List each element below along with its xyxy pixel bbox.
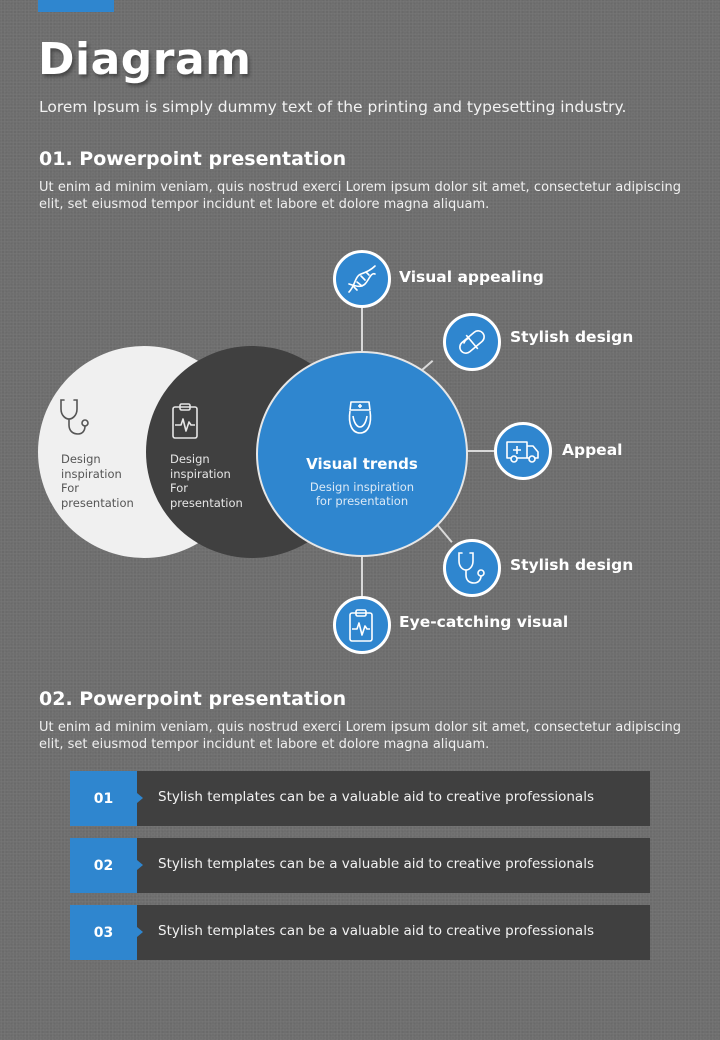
node-eye-catching-visual xyxy=(333,596,391,654)
pill-icon xyxy=(455,325,489,359)
node-stylish-design-1 xyxy=(443,313,501,371)
node-appeal xyxy=(494,422,552,480)
node-label-stylish-design-1: Stylish design xyxy=(510,328,634,346)
ambulance-icon xyxy=(505,434,541,468)
list-item-text: Stylish templates can be a valuable aid to creative professionals xyxy=(158,856,594,872)
list-item-text: Stylish templates can be a valuable aid to creative professionals xyxy=(158,789,594,805)
list-item-number: 01 xyxy=(70,771,137,826)
connector-line xyxy=(361,556,363,598)
center-circle xyxy=(256,351,468,557)
middle-circle-caption: Design inspiration For presentation xyxy=(170,452,243,510)
clipboard-heartbeat-icon xyxy=(170,402,200,440)
connector-line xyxy=(466,450,496,452)
nurse-icon xyxy=(342,398,378,436)
connector-line xyxy=(361,305,363,353)
section-2-title: 02. Powerpoint presentation xyxy=(39,688,347,710)
node-label-eye-catching-visual: Eye-catching visual xyxy=(399,613,569,631)
list-item xyxy=(70,838,650,893)
connector-line xyxy=(437,525,453,543)
list-item-number: 02 xyxy=(70,838,137,893)
dna-icon xyxy=(345,262,379,296)
node-label-appeal: Appeal xyxy=(562,441,623,459)
page-subtitle: Lorem Ipsum is simply dummy text of the printing and typesetting industry. xyxy=(39,98,627,116)
list-item-arrow xyxy=(137,793,143,803)
center-circle-title: Visual trends xyxy=(306,455,418,473)
section-1-text: Ut enim ad minim veniam, quis nostrud exerci Lorem ipsum dolor sit amet, consectetur adipiscing elit, set eiusmod tempor incidunt et labore et dolore magna aliquam. xyxy=(39,180,681,212)
left-circle-caption: Design inspiration For presentation xyxy=(61,452,134,510)
list-item xyxy=(70,905,650,960)
node-label-stylish-design-2: Stylish design xyxy=(510,556,634,574)
page-title: Diagram xyxy=(38,34,252,85)
clipboard-heartbeat-icon xyxy=(346,608,378,644)
list-item xyxy=(70,771,650,826)
stethoscope-icon xyxy=(456,550,490,586)
stethoscope-icon xyxy=(58,397,92,437)
node-visual-appealing xyxy=(333,250,391,308)
node-stylish-design-2 xyxy=(443,539,501,597)
list-item-arrow xyxy=(137,927,143,937)
top-accent-bar xyxy=(38,0,114,12)
list-item-arrow xyxy=(137,860,143,870)
center-circle-subtitle: Design inspiration for presentation xyxy=(309,480,415,508)
node-label-visual-appealing: Visual appealing xyxy=(399,268,544,286)
section-1-title: 01. Powerpoint presentation xyxy=(39,148,347,170)
section-2-text: Ut enim ad minim veniam, quis nostrud exerci Lorem ipsum dolor sit amet, consectetur adipiscing elit, set eiusmod tempor incidunt et labore et dolore magna aliquam. xyxy=(39,720,681,752)
list-item-text: Stylish templates can be a valuable aid to creative professionals xyxy=(158,923,594,939)
list-item-number: 03 xyxy=(70,905,137,960)
